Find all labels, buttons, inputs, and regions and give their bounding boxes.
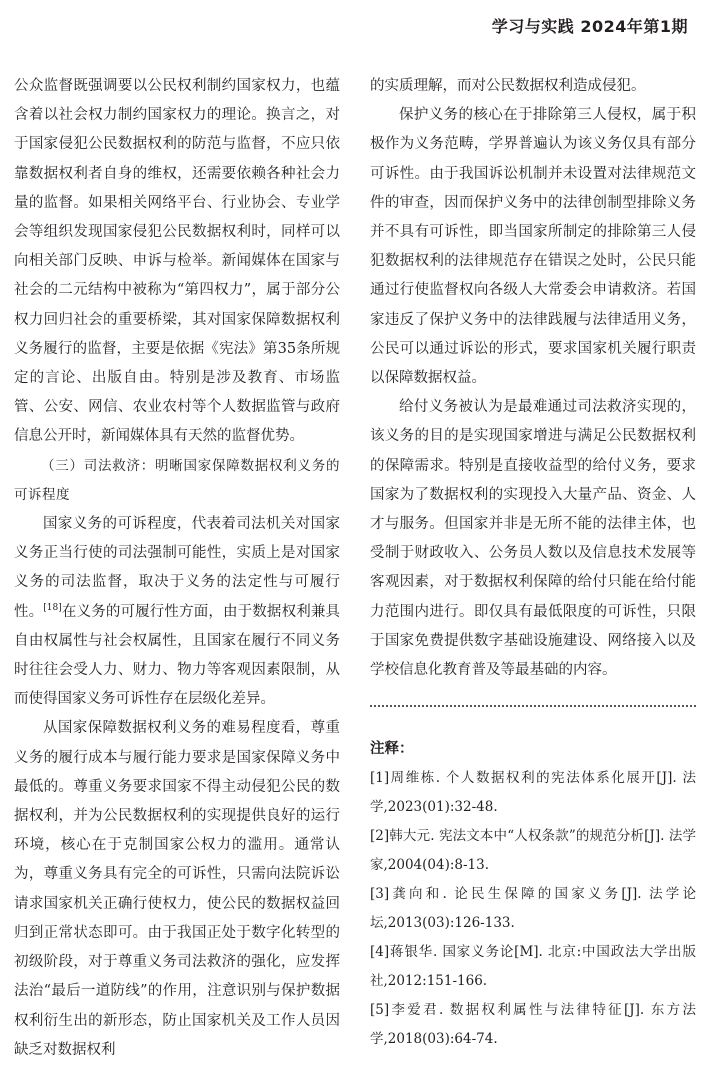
paragraph-text: 在义务的可履行性方面，由于数据权利兼具自由权属性与社会权属性，且国家在履行不同义务时往往会受人力、财力、物力等客观因素限制，从而使得国家义务可诉性存在层级化差异。 [14,603,341,708]
paragraph-public-supervision: 公众监督既强调要以公民权利制约国家权力，也蕴含着以社会权力制约国家权力的理论。换言之，对于国家侵犯公民数据权利的防范与监督，不应只依靠数据权利者自身的维权，还需要依赖各种社会力量的监督。如果相关网络平台、行业协会、专业学会等组织发现国家侵犯公民数据权利时，同样可以向相关部门反映、申诉与检举。新闻媒体在国家与社会的二元结构中被称为“第四权力”，属于部分公权力回归社会的重要桥梁，其对国家保障数据权利义务履行的监督，主要是依据《宪法》第35条所规定的言论、出版自由。特别是涉及教育、市场监管、公安、网信、农业农村等个人数据监管与政府信息公开时，新闻媒体具有天然的监督优势。 [14,78,340,445]
paragraph-protection-duty: 保护义务的核心在于排除第三人侵权，属于积极作为义务范畴，学界普遍认为该义务仅具有部分可诉性。由于我国诉讼机制并未设置对法律规范文件的审查，因而保护义务中的法律创制型排除义务并不具有可诉性，即当国家所制定的排除第三人侵犯数据权利的法律规范存在错误之处时，公民只能通过行使监督权向各级人大常委会申请救济。若国家违反了保护义务中的法律践履与法律适用义务，公民可以通过诉讼的形式，要求国家机关履行职责以保障数据权益。 [370,107,696,387]
section-heading-judicial-remedy: （三）司法救济：明晰国家保障数据权利义务的可诉程度 [14,457,340,503]
right-column [370,72,696,1054]
paragraph-justiciability [14,510,340,714]
paragraph-continuation: 的实质理解，而对公民数据权利造成侵犯。 [370,78,646,94]
note-item: [5]李爱君. 数据权利属性与法律特征[J]. 东方法学,2018(03):64-74. [370,1002,696,1048]
paragraph-text: 国家义务的可诉程度，代表着司法机关对国家义务正当行使的司法强制可能性，实质上是对国家义务的司法监督，取决于义务的法定性与可履行性。 [14,516,340,620]
left-column [14,72,340,1065]
journal-header: 学习与实践 2024年第1期 [491,17,688,36]
notes-title: 注释： [370,741,414,758]
note-item: [4]蒋银华. 国家义务论[M]. 北京:中国政法大学出版社,2012:151-166. [370,944,696,990]
paragraph-provision-duty: 给付义务被认为是最难通过司法救济实现的，该义务的目的是实现国家增进与满足公民数据权利的保障需求。特别是直接收益型的给付义务，要求国家为了数据权利的实现投入大量产品、资金、人才与服务。但国家并非是无所不能的法律主体，也受制于财政收入、公务员人数以及信息技术发展等客观因素，对于数据权利保障的给付只能在给付能力范围内进行。即仅具有最低限度的可诉性，只限于国家免费提供数字基础设施建设、网络接入以及学校信息化教育普及等最基础的内容。 [370,399,696,679]
note-item: [1]周维栋. 个人数据权利的宪法体系化展开[J]. 法学,2023(01):32-48. [370,770,696,816]
citation-marker: [18] [43,602,62,613]
note-item: [3]龚向和. 论民生保障的国家义务[J]. 法学论坛,2013(03):126-133. [370,886,696,932]
paragraph-respect-duty: 从国家保障数据权利义务的难易程度看，尊重义务的履行成本与履行能力要求是国家保障义务中最低的。尊重义务要求国家不得主动侵犯公民的数据权利，并为公民数据权利的实现提供良好的运行环境，核心在于克制国家公权力的滥用。通常认为，尊重义务具有完全的可诉性，只需向法院诉讼请求国家机关正确行使权力，使公民的数据权益回归到正常状态即可。由于我国正处于数字化转型的初级阶段，对于尊重义务司法救济的强化，应发挥法治“最后一道防线”的作用，注意识别与保护数据权利衍生出的新形态，防止国家机关及工作人员因缺乏对数据权利 [14,720,340,1058]
notes-divider [370,705,696,707]
note-item: [2]韩大元. 宪法文本中“人权条款”的规范分析[J]. 法学家,2004(04):8-13. [370,828,696,874]
